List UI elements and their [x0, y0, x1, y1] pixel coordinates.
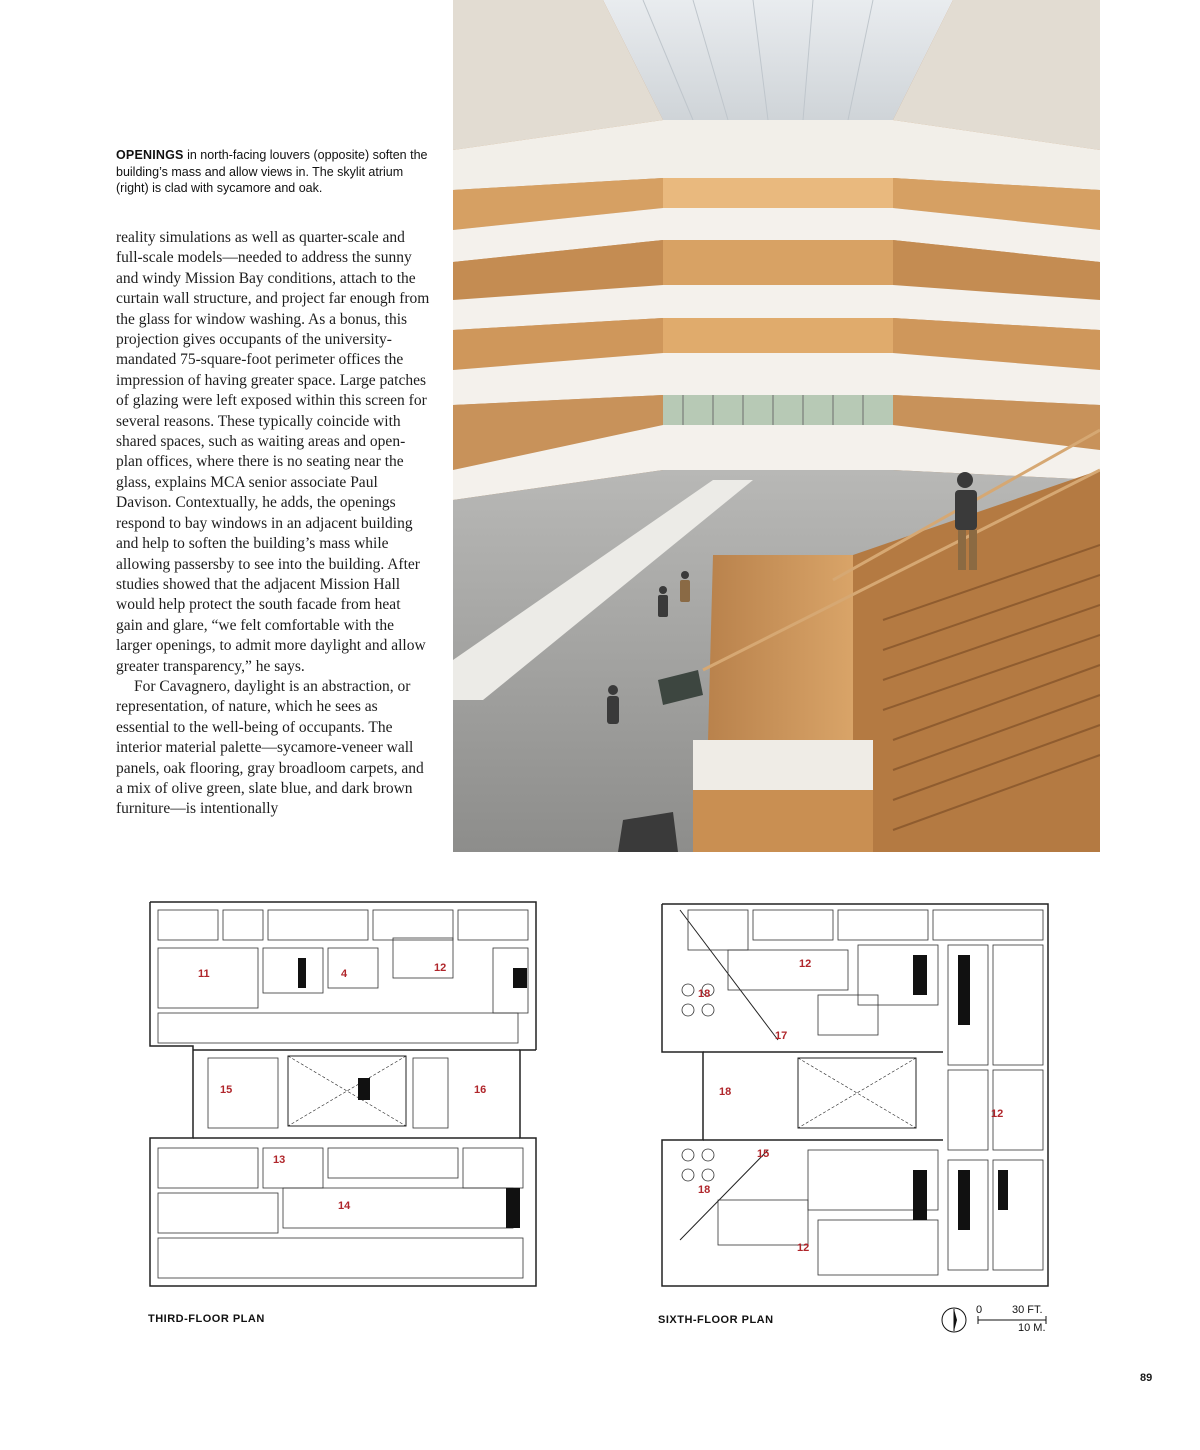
scale-bar: [940, 1304, 1060, 1336]
plan-number: 18: [719, 1086, 732, 1098]
sixth-floor-plan: [658, 900, 1053, 1290]
plan-number: 15: [757, 1148, 770, 1160]
caption-text: in north-facing louvers (opposite) soften the building’s mass and allow views in. The skylit atrium (right) is clad with sycamore and oak.: [116, 148, 428, 195]
article-paragraph: For Cavagnero, daylight is an abstraction, or representation, of nature, which he sees as essential to the well-being of occupants. The interior material palette—sycamore-veneer wall panels, oak flooring, gray broadloom carpets, and a mix of olive green, slate blue, and dark brown furniture—is intentionally: [116, 677, 424, 818]
north-arrow-icon: [940, 1306, 968, 1334]
plan-number: 15: [220, 1084, 233, 1096]
scale-zero: 0: [976, 1304, 983, 1316]
atrium-photo: [453, 0, 1100, 852]
plan-number: 14: [338, 1200, 351, 1212]
plan-number: 12: [434, 962, 447, 974]
plan-number: 12: [797, 1242, 810, 1254]
third-floor-plan: [148, 898, 540, 1288]
article-body: [116, 228, 430, 820]
plan-number: 18: [698, 1184, 711, 1196]
scale-feet: 30 FT.: [1012, 1304, 1043, 1316]
photo-caption: [116, 147, 436, 197]
plan-number: 18: [698, 988, 711, 1000]
article-paragraph: reality simulations as well as quarter-scale and full-scale models—needed to address the sunny and windy Mission Bay conditions, attach to the curtain wall structure, and project far enough from the glass for window washing. As a bonus, this projection gives occupants of the university-mandated 75-square-foot perimeter offices the impression of having greater space. Large patches of glazing were left exposed within this screen for several reasons. These typically coincide with shared spaces, such as waiting areas and open-plan offices, where there is no seating near the glass, explains MCA senior associate Paul Davison. Contextually, he adds, the openings respond to bay windows in an adjacent building and help to soften the building’s mass while allowing passersby to see into the building. After studies showed that the adjacent Mission Hall would help protect the south facade from heat gain and glare, “we felt comfortable with the larger openings, to admit more daylight and allow greater transparency,” he says.: [116, 229, 430, 675]
plan-number: 13: [273, 1154, 286, 1166]
plan-number: 12: [991, 1108, 1004, 1120]
plan-number: 11: [198, 968, 210, 980]
plan-number: 12: [799, 958, 812, 970]
third-floor-plan-label: THIRD-FLOOR PLAN: [148, 1313, 265, 1325]
caption-lead: OPENINGS: [116, 148, 184, 162]
sixth-floor-plan-label: SIXTH-FLOOR PLAN: [658, 1314, 774, 1326]
plan-number: 16: [474, 1084, 487, 1096]
page-number: 89: [1140, 1372, 1153, 1384]
plan-number: 17: [775, 1030, 788, 1042]
plan-number: 4: [341, 968, 348, 980]
scale-meters: 10 M.: [1018, 1322, 1046, 1334]
